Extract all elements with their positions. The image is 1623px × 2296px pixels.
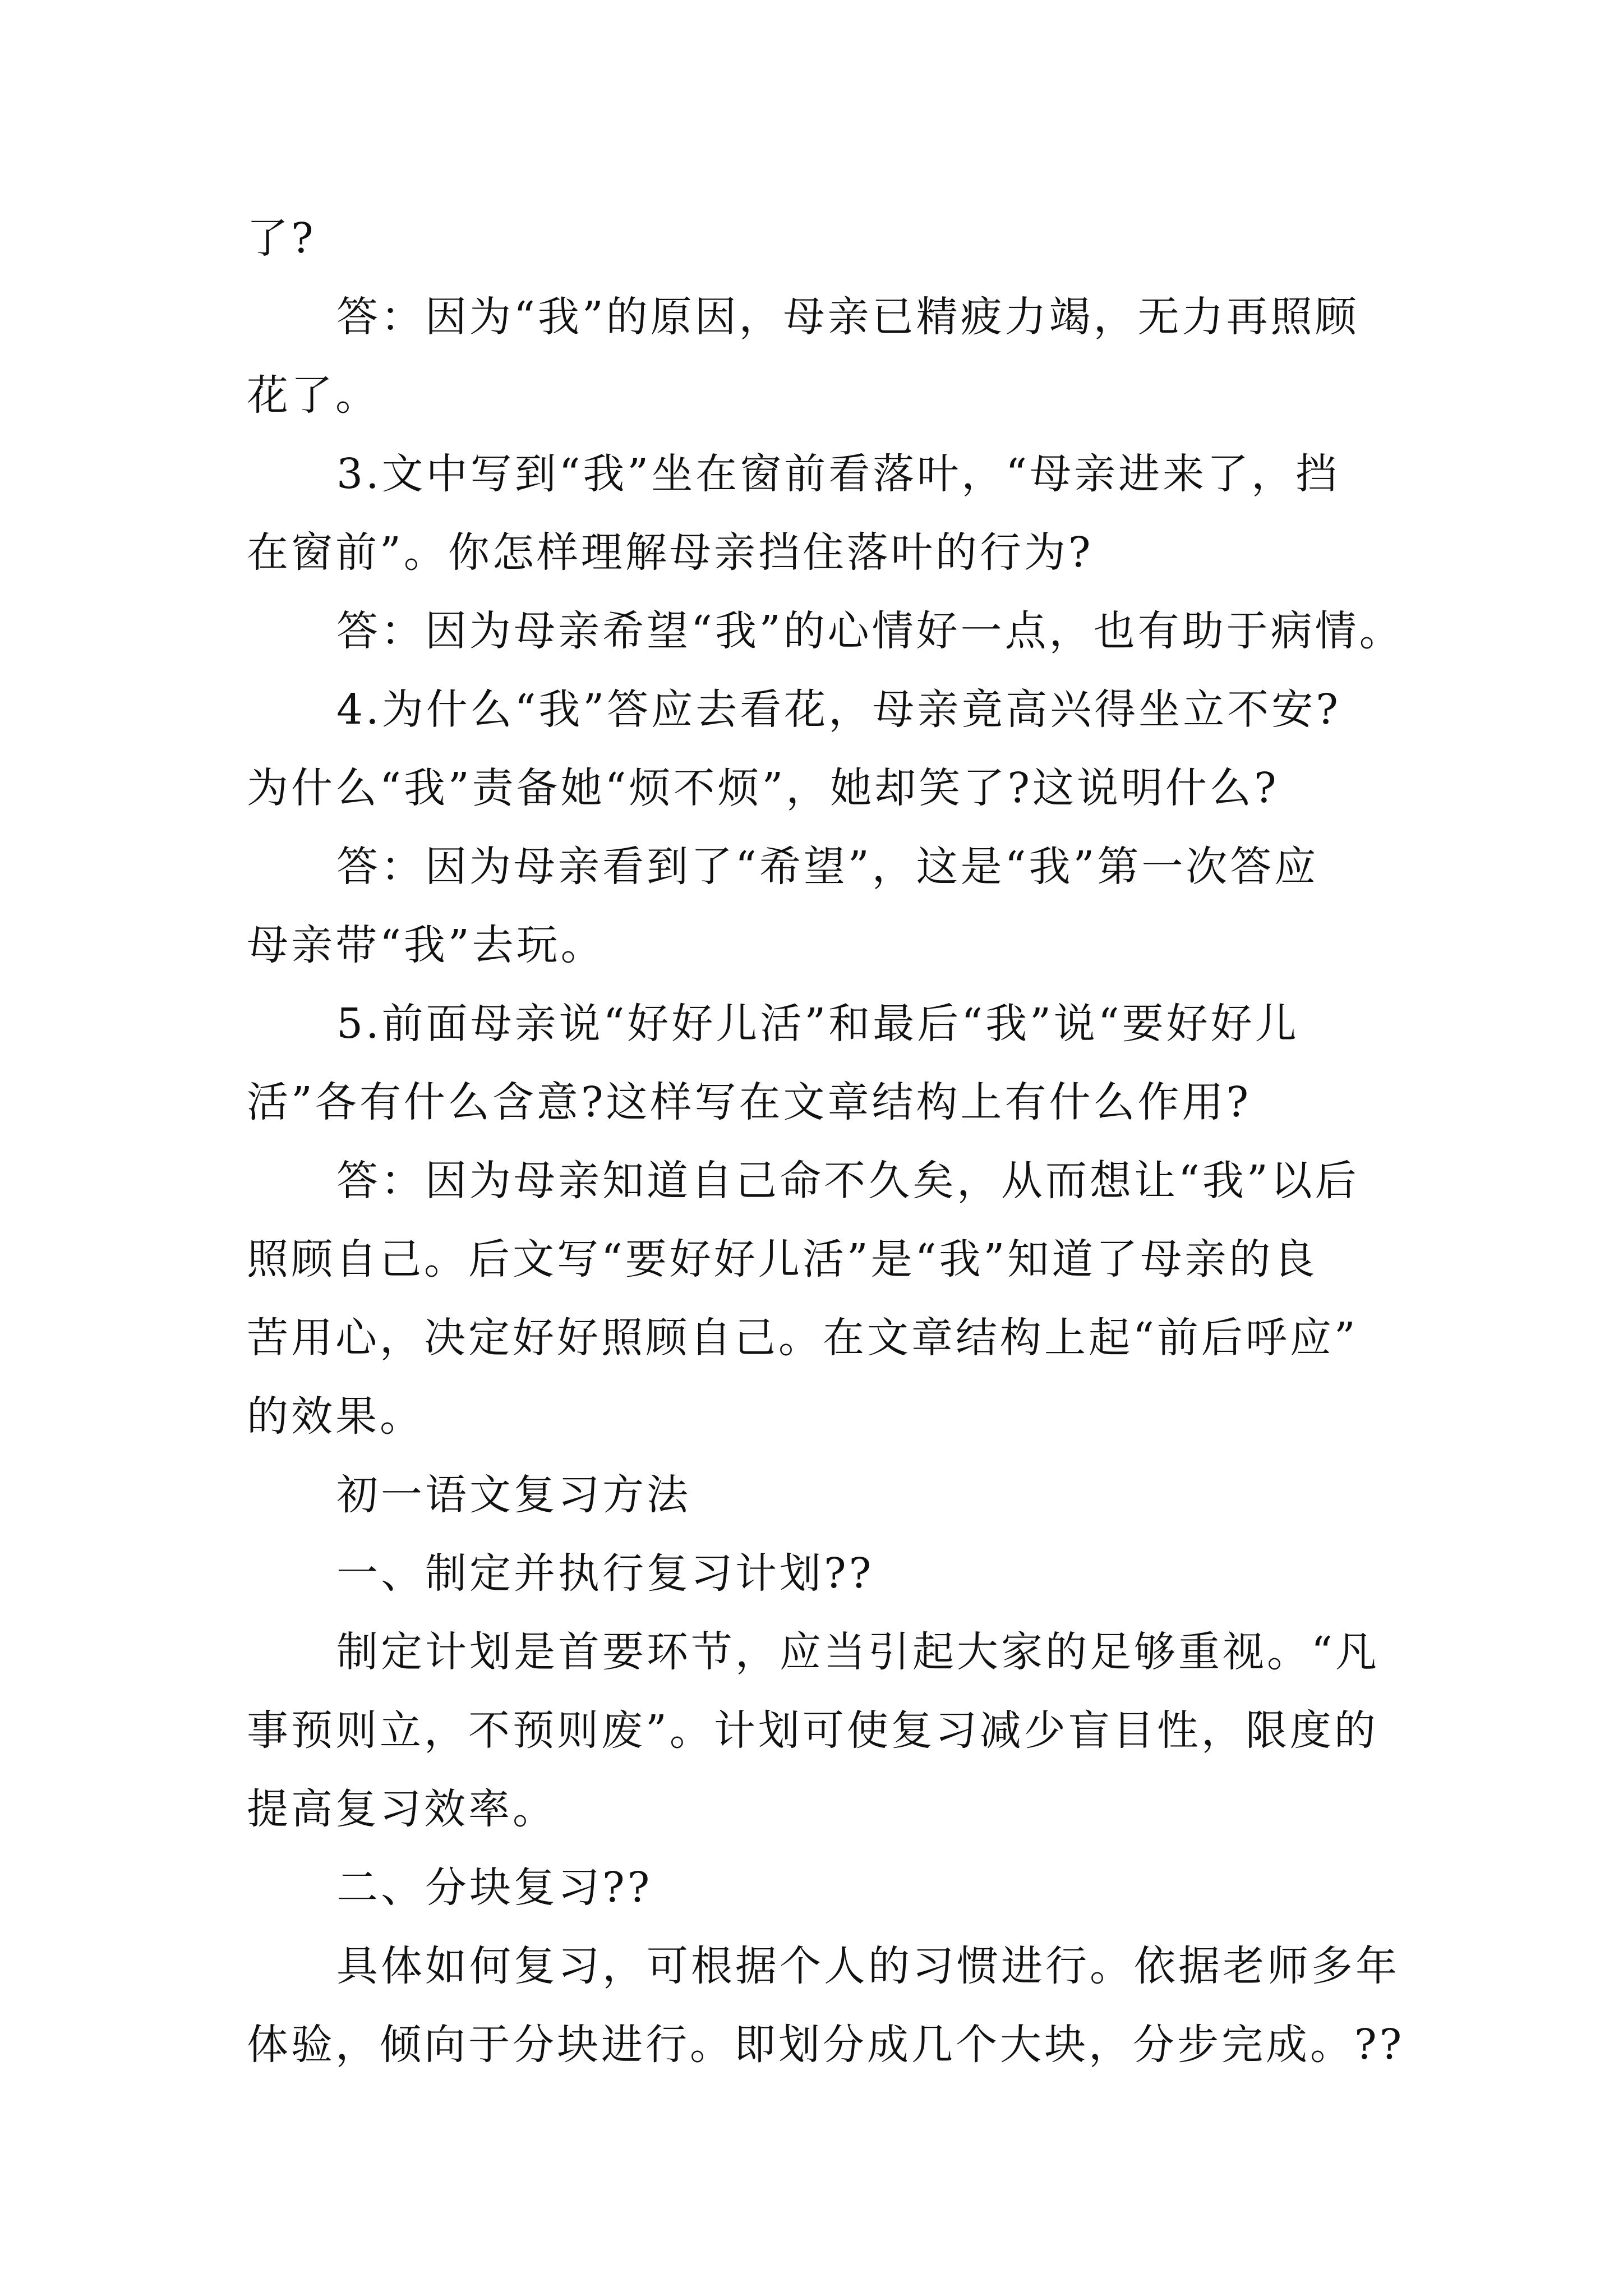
text-line: 制定计划是首要环节，应当引起大家的足够重视。“凡 (336, 1628, 1380, 1676)
subsection-heading: 一、制定并执行复习计划?? (336, 1549, 874, 1598)
text-line: 体验，倾向于分块进行。即划分成几个大块，分步完成。?? (247, 2021, 1405, 2069)
text-line: 照顾自己。后文写“要好好儿活”是“我”知道了母亲的良 (247, 1235, 1318, 1283)
text-line: 答：因为“我”的原因，母亲已精疲力竭，无力再照顾 (336, 293, 1359, 341)
text-line: 苦用心，决定好好照顾自己。在文章结构上起“前后呼应” (247, 1314, 1358, 1362)
text-line: 具体如何复习，可根据个人的习惯进行。依据老师多年 (336, 1942, 1400, 1990)
text-line: 3.文中写到“我”坐在窗前看落叶，“母亲进来了，挡 (336, 450, 1340, 498)
text-line: 在窗前”。你怎样理解母亲挡住落叶的行为? (247, 528, 1094, 577)
section-heading: 初一语文复习方法 (336, 1471, 691, 1519)
text-line: 了? (247, 214, 316, 263)
text-line: 答：因为母亲看到了“希望”，这是“我”第一次答应 (336, 843, 1319, 891)
text-line: 花了。 (247, 371, 380, 420)
text-line: 母亲带“我”去玩。 (247, 921, 605, 969)
text-line: 提高复习效率。 (247, 1785, 557, 1833)
text-line: 的效果。 (247, 1392, 424, 1441)
text-line: 活”各有什么含意?这样写在文章结构上有什么作用? (247, 1078, 1252, 1126)
text-line: 5.前面母亲说“好好儿活”和最后“我”说“要好好儿 (336, 1000, 1299, 1048)
text-line: 答：因为母亲希望“我”的心情好一点，也有助于病情。 (336, 607, 1404, 655)
text-line: 4.为什么“我”答应去看花，母亲竟高兴得坐立不安? (336, 685, 1341, 734)
text-line: 事预则立，不预则废”。计划可使复习减少盲目性，限度的 (247, 1706, 1378, 1755)
text-line: 答：因为母亲知道自己命不久矣，从而想让“我”以后 (336, 1157, 1359, 1205)
subsection-heading: 二、分块复习?? (336, 1864, 653, 1912)
text-line: 为什么“我”责备她“烦不烦”，她却笑了?这说明什么? (247, 764, 1279, 812)
